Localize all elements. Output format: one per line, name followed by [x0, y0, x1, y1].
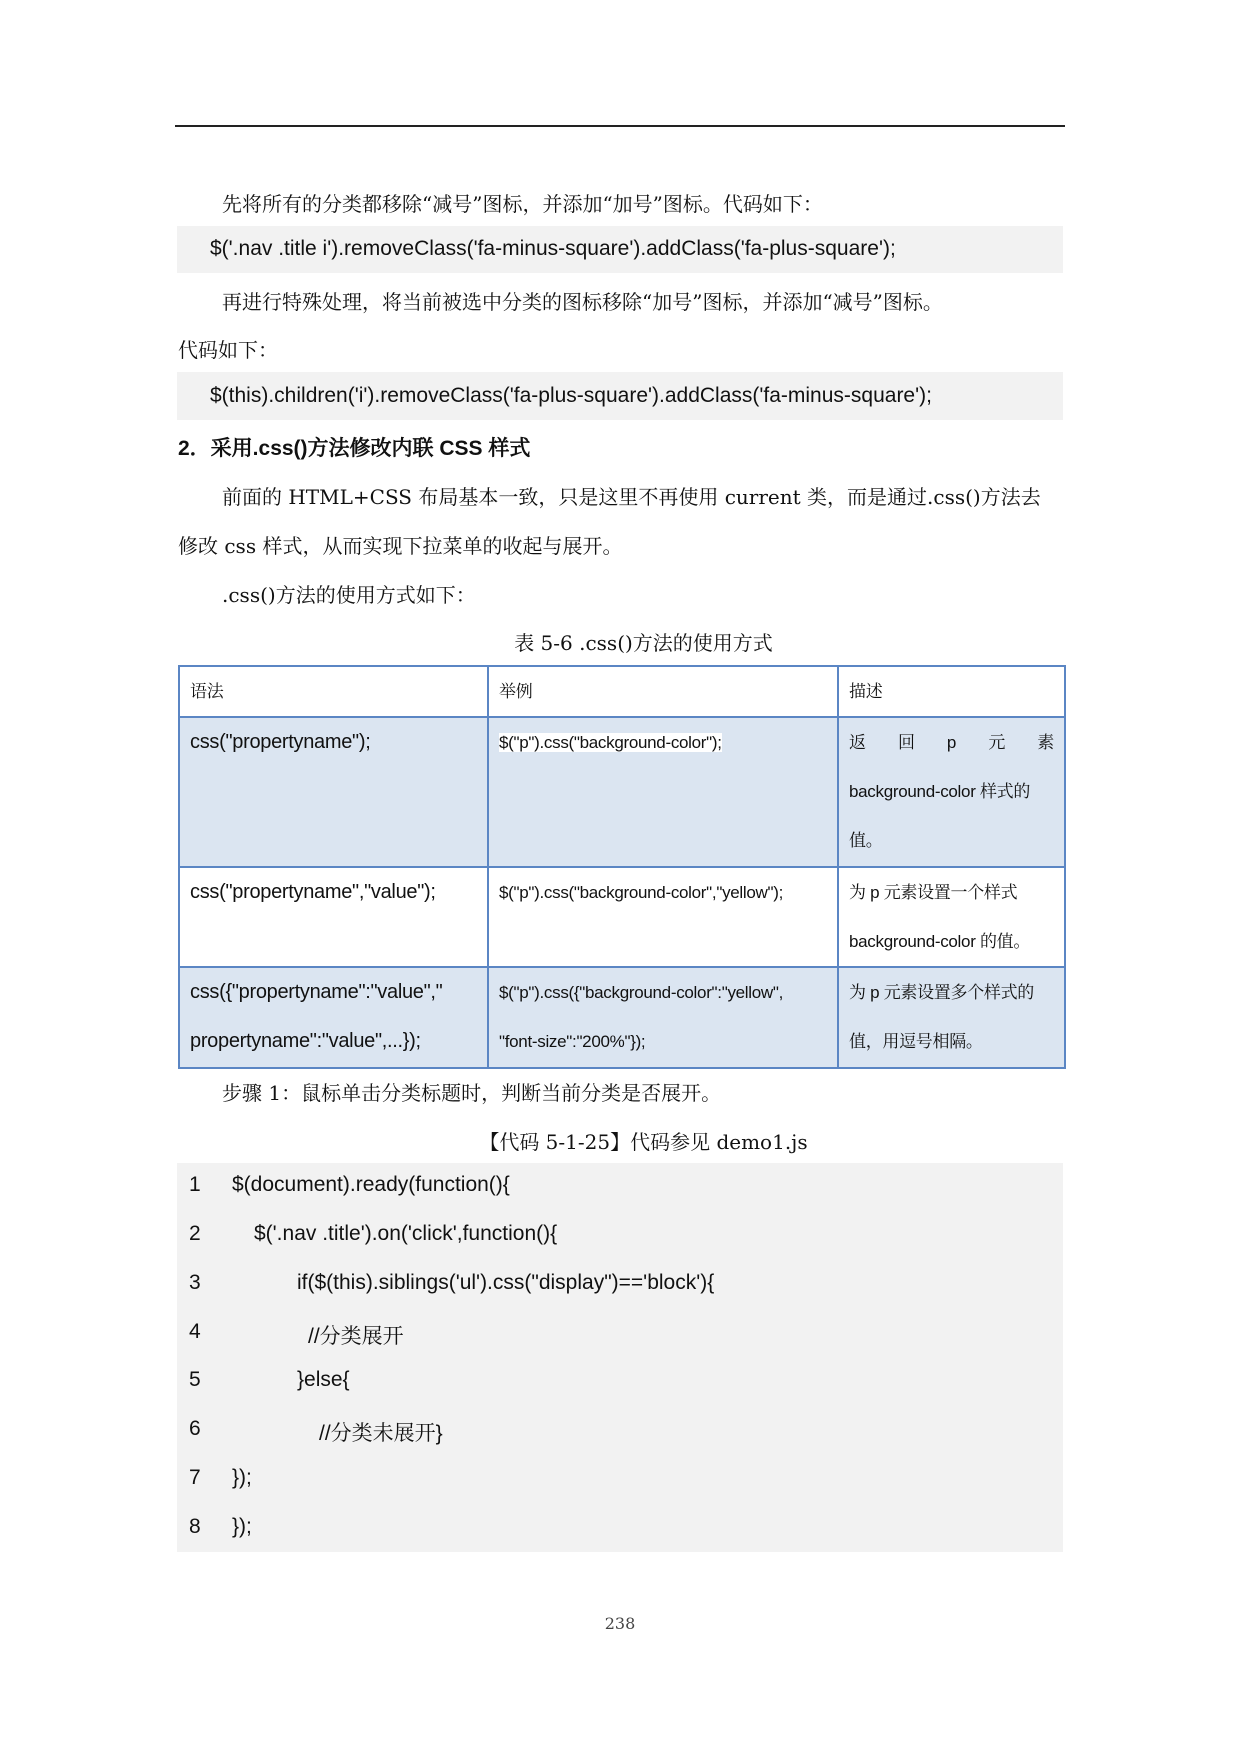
desc-text: background-color 的值。	[849, 932, 1031, 951]
syntax-text: propertyname":"value",...});	[190, 1030, 421, 1052]
line-text: }else{	[297, 1368, 350, 1391]
paragraph: 代码如下：	[178, 338, 278, 362]
page-number: 238	[604, 1614, 636, 1633]
header-cell: 举例	[488, 666, 838, 717]
line-text: $('.nav .title').on('click',function(){	[254, 1222, 558, 1245]
syntax-cell	[179, 967, 488, 1068]
line-number: 4	[189, 1320, 201, 1343]
line-number: 5	[189, 1368, 201, 1391]
paragraph: 再进行特殊处理，将当前被选中分类的图标移除“加号”图标，并添加“减号”图标。	[222, 290, 943, 314]
code-caption: 【代码 5-1-25】代码参见 demo1.js	[479, 1130, 808, 1154]
header-cell: 描述	[838, 666, 1065, 717]
line-text: });	[232, 1466, 252, 1489]
example-cell: $("p").css("background-color","yellow");	[488, 867, 838, 967]
paragraph: 先将所有的分类都移除“减号”图标，并添加“加号”图标。代码如下：	[222, 192, 823, 216]
table-row	[179, 867, 1065, 967]
desc-char: 元	[988, 733, 1006, 752]
line-number: 6	[189, 1417, 201, 1440]
desc-char: 返	[849, 733, 866, 752]
step-text: 步骤 1：鼠标单击分类标题时，判断当前分类是否展开。	[222, 1081, 722, 1105]
section-heading: 2．采用.css()方法修改内联 CSS 样式	[178, 437, 531, 460]
paragraph: .css()方法的使用方式如下：	[222, 583, 476, 607]
line-text: $(document).ready(function(){	[232, 1173, 510, 1196]
line-number: 2	[189, 1222, 201, 1245]
table-row	[179, 967, 1065, 1068]
desc-text: 为 p 元素设置一个样式	[849, 883, 1018, 902]
desc-text: 值。	[849, 831, 883, 850]
example-text: $("p").css({"background-color":"yellow",	[499, 983, 784, 1002]
code-snippet	[177, 372, 1063, 420]
desc-text: background-color 样式的	[849, 782, 1031, 801]
syntax-cell: css("propertyname","value");	[179, 867, 488, 967]
table-caption: 表 5-6 .css()方法的使用方式	[514, 631, 773, 655]
code-text: $(this).children('i').removeClass('fa-plus-square').addClass('fa-minus-square');	[210, 384, 932, 407]
example-text: "font-size":"200%"});	[499, 1032, 646, 1051]
paragraph: 前面的 HTML+CSS 布局基本一致，只是这里不再使用 current 类，而是通过.css()方法去	[222, 485, 1041, 509]
description-cell	[838, 867, 1065, 967]
header-cell: 语法	[179, 666, 488, 717]
desc-text: 值，用逗号相隔。	[849, 1032, 983, 1051]
example-cell	[488, 717, 838, 867]
line-number: 7	[189, 1466, 201, 1489]
description-cell	[838, 717, 1065, 867]
css-methods-table	[178, 665, 1066, 1069]
line-number: 8	[189, 1515, 201, 1538]
code-block	[177, 1163, 1063, 1552]
desc-char: 素	[1037, 733, 1054, 752]
line-number: 1	[189, 1173, 201, 1196]
syntax-cell: css("propertyname");	[179, 717, 488, 867]
desc-text: 为 p 元素设置多个样式的	[849, 983, 1035, 1002]
line-text: });	[232, 1515, 252, 1538]
paragraph: 修改 css 样式，从而实现下拉菜单的收起与展开。	[178, 534, 623, 558]
table-header-row	[179, 666, 1065, 717]
syntax-text: css({"propertyname":"value","	[190, 981, 443, 1003]
desc-char: 回	[897, 733, 915, 752]
header-rule	[175, 125, 1065, 127]
example-text: $("p").css("background-color");	[499, 733, 722, 752]
example-cell	[488, 967, 838, 1068]
table-row	[179, 717, 1065, 867]
description-cell	[838, 967, 1065, 1068]
line-number: 3	[189, 1271, 201, 1294]
code-text: $('.nav .title i').removeClass('fa-minus-square').addClass('fa-plus-square');	[210, 237, 896, 260]
line-text: //分类未展开}	[319, 1422, 443, 1445]
line-text: //分类展开	[308, 1325, 404, 1348]
line-text: if($(this).siblings('ul').css("display")=='block'){	[297, 1271, 715, 1294]
code-snippet	[177, 226, 1063, 273]
desc-char: p	[946, 733, 957, 752]
